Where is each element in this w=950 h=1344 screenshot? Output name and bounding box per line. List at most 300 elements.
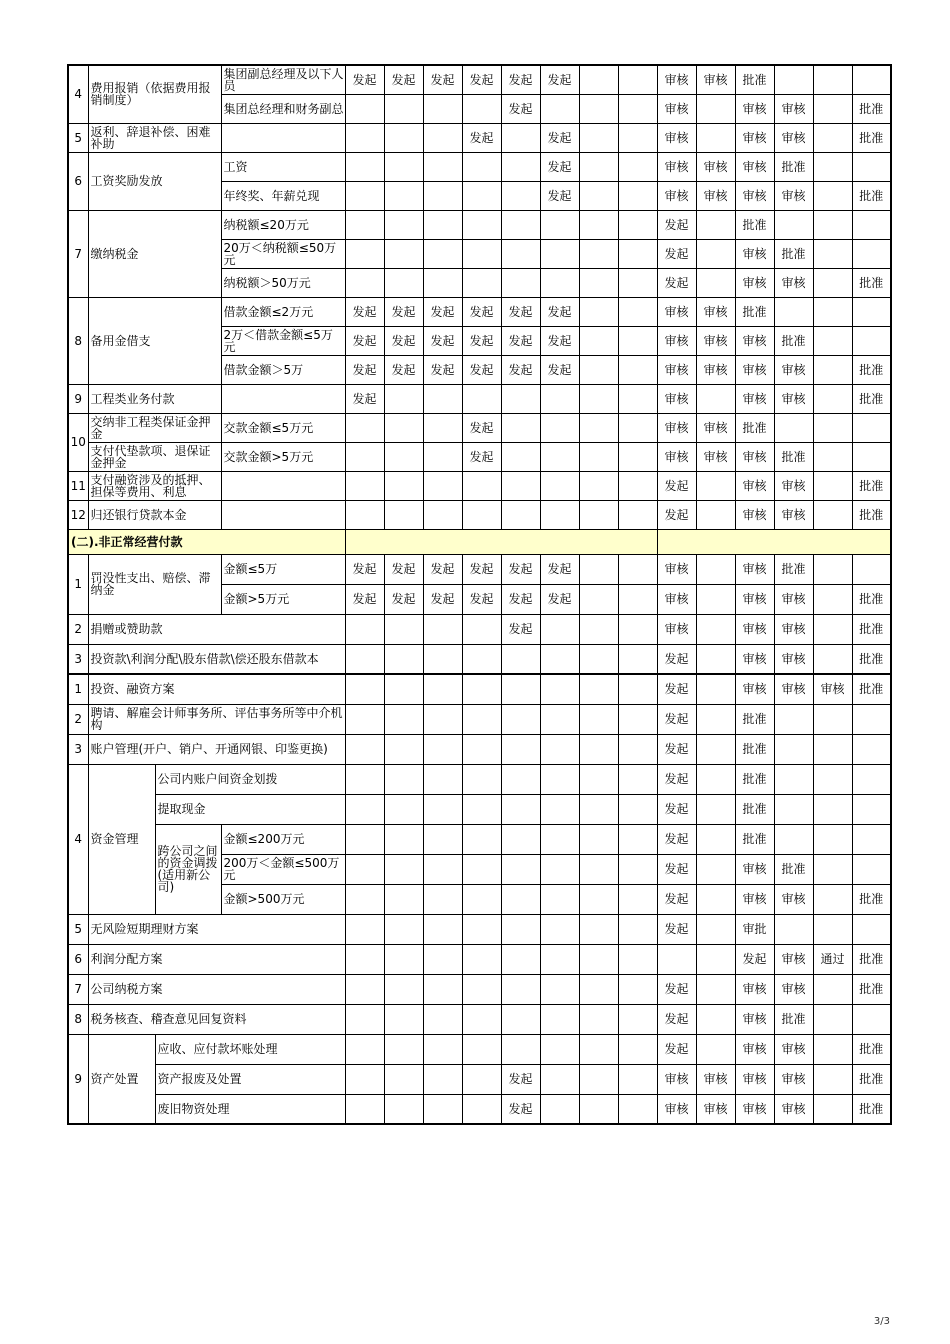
approval-cell: 发起 — [657, 824, 696, 854]
approval-cell — [618, 355, 657, 384]
approval-cell: 审核 — [735, 974, 774, 1004]
approval-cell — [423, 794, 462, 824]
approval-cell: 批准 — [774, 1004, 813, 1034]
approval-cell — [345, 210, 384, 239]
approval-cell: 审核 — [735, 94, 774, 123]
approval-cell: 批准 — [852, 944, 891, 974]
section-fill — [345, 529, 657, 554]
approval-cell: 审核 — [696, 1064, 735, 1094]
approval-cell: 审核 — [657, 442, 696, 471]
approval-cell — [813, 1064, 852, 1094]
approval-cell: 审核 — [774, 500, 813, 529]
approval-cell — [696, 854, 735, 884]
approval-cell: 批准 — [852, 644, 891, 674]
approval-cell — [423, 944, 462, 974]
approval-cell — [384, 914, 423, 944]
approval-cell — [540, 94, 579, 123]
approval-cell: 发起 — [540, 355, 579, 384]
approval-cell — [579, 884, 618, 914]
row-number: 1 — [68, 554, 88, 614]
approval-cell — [774, 734, 813, 764]
approval-cell: 发起 — [345, 355, 384, 384]
approval-cell — [384, 794, 423, 824]
approval-cell — [501, 704, 540, 734]
row-condition: 交款金额≤5万元 — [221, 413, 345, 442]
approval-cell — [501, 944, 540, 974]
approval-cell — [384, 974, 423, 1004]
approval-cell — [384, 94, 423, 123]
approval-cell — [384, 181, 423, 210]
approval-cell — [813, 442, 852, 471]
approval-cell: 批准 — [735, 734, 774, 764]
approval-cell: 审核 — [735, 884, 774, 914]
approval-cell — [813, 500, 852, 529]
approval-cell — [696, 239, 735, 268]
approval-cell — [540, 1064, 579, 1094]
approval-cell — [618, 152, 657, 181]
approval-cell: 审核 — [657, 554, 696, 584]
row-number: 5 — [68, 123, 88, 152]
approval-cell — [540, 442, 579, 471]
approval-cell: 审核 — [735, 1004, 774, 1034]
approval-cell — [813, 734, 852, 764]
approval-cell — [462, 1004, 501, 1034]
approval-cell: 批准 — [852, 1064, 891, 1094]
approval-cell — [462, 152, 501, 181]
approval-cell — [345, 974, 384, 1004]
approval-cell — [813, 1034, 852, 1064]
approval-cell: 审核 — [735, 326, 774, 355]
approval-cell — [696, 94, 735, 123]
row-item: 归还银行贷款本金 — [88, 500, 221, 529]
approval-cell — [423, 239, 462, 268]
approval-cell — [345, 884, 384, 914]
table-row — [68, 974, 891, 1004]
approval-cell — [618, 584, 657, 614]
approval-cell: 审核 — [735, 554, 774, 584]
row-item: 工资奖励发放 — [88, 152, 221, 210]
approval-cell — [618, 384, 657, 413]
approval-cell — [774, 65, 813, 94]
row-item: 无风险短期理财方案 — [88, 914, 345, 944]
approval-cell — [423, 442, 462, 471]
page-number: 3/3 — [873, 1316, 890, 1327]
approval-cell — [345, 1034, 384, 1064]
approval-cell — [618, 239, 657, 268]
approval-cell — [501, 764, 540, 794]
row-item: 支付代垫款项、退保证金押金 — [88, 442, 221, 471]
approval-cell — [540, 734, 579, 764]
table-row — [68, 764, 891, 794]
approval-cell — [618, 854, 657, 884]
approval-cell: 发起 — [501, 1094, 540, 1124]
row-condition: 金额>5万元 — [221, 584, 345, 614]
approval-cell: 审核 — [774, 614, 813, 644]
table-row — [68, 442, 891, 471]
approval-cell — [423, 854, 462, 884]
approval-cell: 发起 — [540, 584, 579, 614]
row-number: 3 — [68, 644, 88, 674]
approval-cell — [696, 554, 735, 584]
approval-cell — [579, 944, 618, 974]
approval-cell — [852, 914, 891, 944]
approval-cell — [618, 1004, 657, 1034]
approval-cell — [345, 704, 384, 734]
approval-cell: 审核 — [735, 644, 774, 674]
approval-cell — [813, 554, 852, 584]
approval-cell — [579, 974, 618, 1004]
approval-cell: 批准 — [735, 210, 774, 239]
approval-cell: 审批 — [735, 914, 774, 944]
approval-cell: 审核 — [735, 152, 774, 181]
approval-cell — [501, 974, 540, 1004]
row-subitem: 资产报废及处置 — [155, 1064, 345, 1094]
approval-cell: 审核 — [657, 413, 696, 442]
row-number: 1 — [68, 674, 88, 704]
approval-cell — [696, 734, 735, 764]
table-row — [68, 471, 891, 500]
approval-cell — [696, 974, 735, 1004]
approval-cell: 发起 — [657, 239, 696, 268]
row-condition: 借款金额≤2万元 — [221, 297, 345, 326]
approval-cell — [423, 1064, 462, 1094]
approval-cell — [618, 734, 657, 764]
approval-cell — [618, 884, 657, 914]
row-number: 8 — [68, 1004, 88, 1034]
approval-cell — [852, 210, 891, 239]
approval-cell: 审核 — [735, 614, 774, 644]
row-condition — [221, 471, 345, 500]
row-item: 税务核查、稽查意见回复资料 — [88, 1004, 345, 1034]
approval-cell — [618, 1034, 657, 1064]
approval-cell — [501, 268, 540, 297]
approval-cell: 审核 — [735, 1064, 774, 1094]
table-row — [68, 500, 891, 529]
approval-cell: 发起 — [657, 914, 696, 944]
approval-cell — [423, 384, 462, 413]
approval-cell — [618, 442, 657, 471]
approval-cell: 审核 — [657, 181, 696, 210]
table-row — [68, 297, 891, 326]
approval-cell: 批准 — [852, 355, 891, 384]
approval-cell — [813, 297, 852, 326]
approval-cell: 批准 — [735, 413, 774, 442]
approval-cell — [345, 239, 384, 268]
approval-cell: 审核 — [657, 94, 696, 123]
approval-cell — [501, 384, 540, 413]
approval-cell — [501, 500, 540, 529]
section-fill — [657, 529, 891, 554]
approval-cell — [345, 614, 384, 644]
approval-cell — [345, 442, 384, 471]
approval-cell — [384, 152, 423, 181]
approval-cell — [345, 152, 384, 181]
approval-cell: 发起 — [423, 65, 462, 94]
row-condition — [221, 384, 345, 413]
approval-cell — [345, 94, 384, 123]
approval-cell: 发起 — [501, 584, 540, 614]
approval-cell — [579, 1034, 618, 1064]
approval-cell — [423, 210, 462, 239]
approval-cell: 审核 — [735, 384, 774, 413]
approval-cell: 审核 — [774, 384, 813, 413]
approval-cell — [423, 704, 462, 734]
approval-cell: 发起 — [384, 326, 423, 355]
row-number: 4 — [68, 764, 88, 914]
approval-cell: 发起 — [501, 554, 540, 584]
approval-cell: 审核 — [696, 181, 735, 210]
approval-cell — [579, 326, 618, 355]
approval-cell: 批准 — [852, 614, 891, 644]
approval-cell: 发起 — [423, 355, 462, 384]
row-number: 5 — [68, 914, 88, 944]
table-row — [68, 704, 891, 734]
approval-cell — [813, 384, 852, 413]
approval-cell — [579, 442, 618, 471]
approval-cell — [462, 1094, 501, 1124]
table-row — [68, 210, 891, 239]
approval-cell: 审核 — [735, 268, 774, 297]
approval-cell: 发起 — [657, 764, 696, 794]
approval-cell — [540, 1094, 579, 1124]
approval-cell — [345, 123, 384, 152]
approval-cell — [579, 152, 618, 181]
approval-cell — [813, 884, 852, 914]
row-number: 4 — [68, 65, 88, 123]
approval-cell: 发起 — [345, 326, 384, 355]
approval-cell: 批准 — [852, 181, 891, 210]
approval-cell — [462, 614, 501, 644]
row-item: 支付融资涉及的抵押、担保等费用、利息 — [88, 471, 221, 500]
approval-cell — [852, 326, 891, 355]
approval-cell — [852, 764, 891, 794]
row-condition: 集团总经理和财务副总 — [221, 94, 345, 123]
approval-cell: 发起 — [501, 355, 540, 384]
approval-cell: 审核 — [657, 1094, 696, 1124]
approval-cell — [384, 854, 423, 884]
row-condition: 年终奖、年薪兑现 — [221, 181, 345, 210]
approval-cell — [501, 152, 540, 181]
approval-cell — [345, 500, 384, 529]
approval-matrix-table — [67, 64, 892, 1125]
approval-cell — [501, 914, 540, 944]
approval-cell — [813, 471, 852, 500]
row-number: 10 — [68, 413, 88, 471]
row-condition: 纳税额≤20万元 — [221, 210, 345, 239]
row-number: 2 — [68, 704, 88, 734]
approval-cell: 审核 — [696, 413, 735, 442]
approval-cell — [462, 1034, 501, 1064]
approval-cell: 发起 — [384, 355, 423, 384]
approval-cell — [579, 181, 618, 210]
approval-cell: 审核 — [657, 152, 696, 181]
approval-cell: 发起 — [657, 210, 696, 239]
approval-cell: 批准 — [774, 152, 813, 181]
approval-cell: 发起 — [657, 794, 696, 824]
approval-cell: 审核 — [735, 1034, 774, 1064]
approval-cell — [579, 210, 618, 239]
approval-cell — [384, 764, 423, 794]
approval-cell: 批准 — [852, 268, 891, 297]
table-row — [68, 794, 891, 824]
table-row — [68, 914, 891, 944]
row-number: 12 — [68, 500, 88, 529]
approval-cell: 发起 — [540, 326, 579, 355]
approval-table-wrapper — [67, 64, 892, 1125]
approval-cell — [696, 614, 735, 644]
approval-cell — [462, 268, 501, 297]
approval-cell — [540, 794, 579, 824]
approval-cell — [696, 584, 735, 614]
approval-cell: 审核 — [774, 355, 813, 384]
approval-cell — [618, 974, 657, 1004]
row-number: 6 — [68, 152, 88, 210]
approval-cell — [384, 442, 423, 471]
approval-cell — [540, 854, 579, 884]
approval-cell — [462, 1064, 501, 1094]
row-item: 捐赠或赞助款 — [88, 614, 345, 644]
table-row — [68, 1034, 891, 1064]
approval-cell — [813, 123, 852, 152]
table-row — [68, 413, 891, 442]
approval-cell: 审核 — [774, 268, 813, 297]
approval-cell: 批准 — [774, 326, 813, 355]
approval-cell — [462, 884, 501, 914]
approval-cell — [501, 442, 540, 471]
table-row — [68, 734, 891, 764]
approval-cell: 审核 — [657, 584, 696, 614]
approval-cell: 发起 — [462, 442, 501, 471]
approval-cell — [423, 181, 462, 210]
approval-cell — [579, 471, 618, 500]
approval-cell: 审核 — [735, 584, 774, 614]
approval-cell: 审核 — [657, 355, 696, 384]
approval-cell — [852, 824, 891, 854]
approval-cell — [462, 974, 501, 1004]
approval-cell — [579, 764, 618, 794]
approval-cell — [579, 1004, 618, 1034]
approval-cell — [813, 704, 852, 734]
row-item: 交纳非工程类保证金押金 — [88, 413, 221, 442]
approval-cell — [579, 914, 618, 944]
approval-cell — [579, 794, 618, 824]
approval-cell: 发起 — [462, 326, 501, 355]
approval-cell: 审核 — [774, 471, 813, 500]
approval-cell — [774, 413, 813, 442]
approval-cell: 审核 — [774, 123, 813, 152]
approval-cell — [345, 944, 384, 974]
approval-cell: 发起 — [423, 554, 462, 584]
approval-cell: 审核 — [735, 1094, 774, 1124]
table-row — [68, 944, 891, 974]
approval-cell: 审核 — [774, 1064, 813, 1094]
section-title: (二).非正常经营付款 — [68, 529, 345, 554]
approval-cell — [774, 210, 813, 239]
approval-cell — [540, 644, 579, 674]
approval-cell — [462, 500, 501, 529]
approval-cell — [423, 268, 462, 297]
approval-cell — [774, 297, 813, 326]
approval-cell — [540, 614, 579, 644]
approval-cell — [540, 974, 579, 1004]
approval-cell: 发起 — [657, 1034, 696, 1064]
row-item: 返利、辞退补偿、困难补助 — [88, 123, 221, 152]
approval-cell — [345, 181, 384, 210]
approval-cell: 审核 — [657, 123, 696, 152]
approval-cell: 审核 — [657, 65, 696, 94]
approval-cell — [618, 1064, 657, 1094]
approval-cell — [774, 704, 813, 734]
approval-cell — [345, 854, 384, 884]
approval-cell — [579, 239, 618, 268]
approval-cell: 批准 — [735, 65, 774, 94]
approval-cell — [696, 500, 735, 529]
approval-cell: 批准 — [774, 554, 813, 584]
approval-cell — [462, 94, 501, 123]
approval-cell: 批准 — [852, 584, 891, 614]
approval-cell — [462, 704, 501, 734]
approval-cell: 审核 — [696, 297, 735, 326]
approval-cell: 发起 — [540, 152, 579, 181]
approval-cell: 审核 — [774, 974, 813, 1004]
approval-cell — [501, 824, 540, 854]
approval-cell — [618, 614, 657, 644]
approval-cell: 审核 — [774, 1034, 813, 1064]
approval-cell: 批准 — [852, 884, 891, 914]
approval-cell — [540, 413, 579, 442]
approval-cell — [618, 944, 657, 974]
approval-cell: 发起 — [657, 704, 696, 734]
approval-cell — [696, 824, 735, 854]
approval-cell — [579, 1094, 618, 1124]
approval-cell — [618, 326, 657, 355]
approval-cell — [618, 1094, 657, 1124]
approval-cell: 发起 — [462, 355, 501, 384]
approval-cell — [696, 944, 735, 974]
approval-cell: 批准 — [774, 442, 813, 471]
approval-cell — [384, 384, 423, 413]
approval-cell: 批准 — [852, 384, 891, 413]
approval-cell — [579, 824, 618, 854]
approval-cell — [618, 500, 657, 529]
approval-cell — [384, 239, 423, 268]
approval-cell — [813, 413, 852, 442]
approval-cell — [852, 239, 891, 268]
approval-cell — [423, 123, 462, 152]
approval-cell: 发起 — [501, 297, 540, 326]
approval-cell — [813, 152, 852, 181]
approval-cell: 发起 — [657, 471, 696, 500]
approval-cell — [345, 914, 384, 944]
approval-cell — [579, 413, 618, 442]
approval-cell: 发起 — [540, 181, 579, 210]
approval-cell — [384, 884, 423, 914]
approval-cell: 批准 — [852, 1094, 891, 1124]
approval-cell — [423, 734, 462, 764]
approval-cell — [462, 764, 501, 794]
approval-cell — [462, 210, 501, 239]
row-item: 费用报销（依据费用报销制度） — [88, 65, 221, 123]
approval-cell: 审核 — [735, 442, 774, 471]
approval-cell — [423, 974, 462, 1004]
approval-cell: 审核 — [696, 442, 735, 471]
table-row — [68, 123, 891, 152]
approval-cell: 审核 — [774, 181, 813, 210]
approval-cell: 发起 — [345, 297, 384, 326]
approval-cell — [618, 297, 657, 326]
approval-cell — [657, 944, 696, 974]
approval-cell — [384, 1094, 423, 1124]
